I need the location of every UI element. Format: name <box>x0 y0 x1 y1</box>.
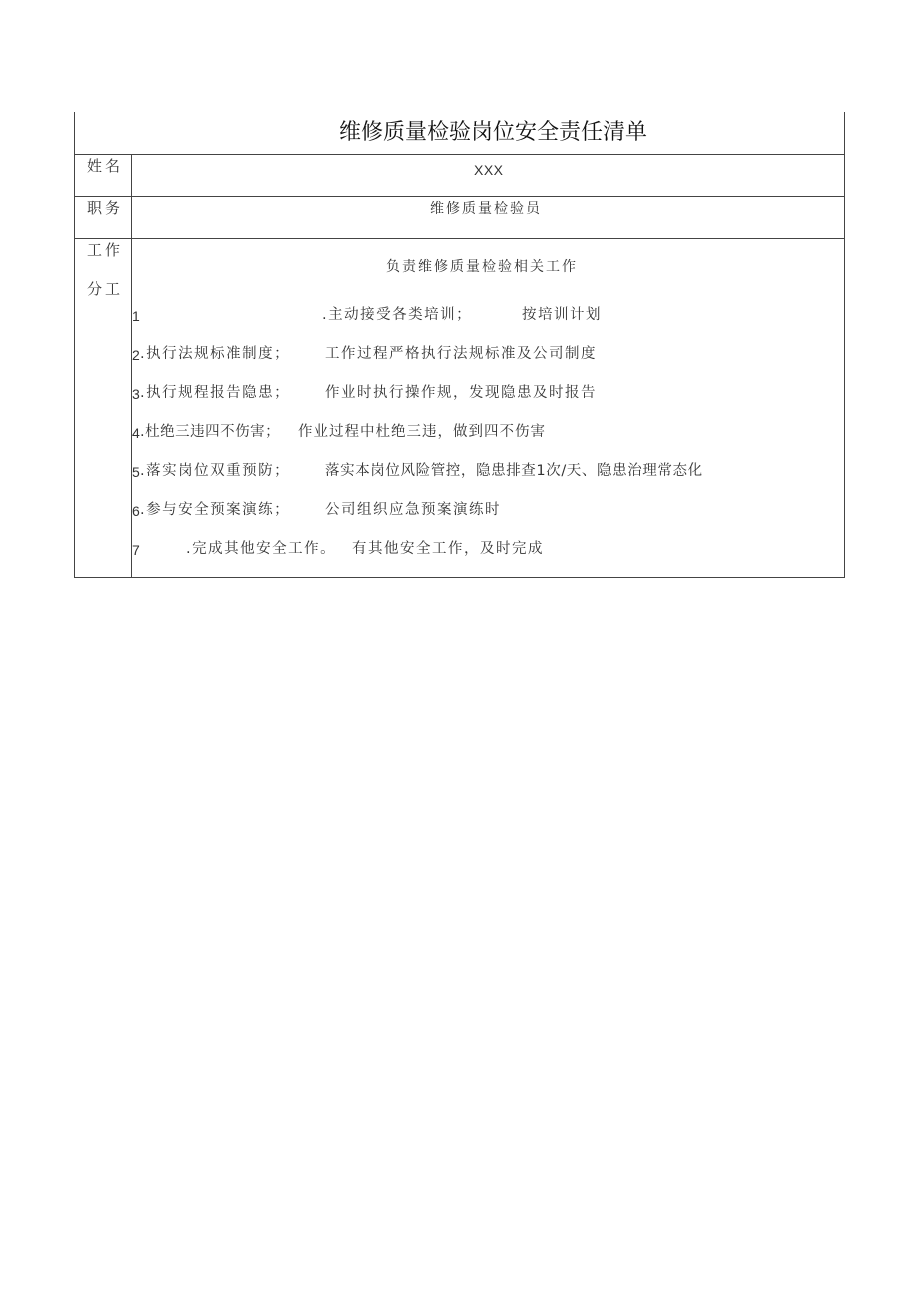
item-detail: 作业过程中杜绝三违，做到四不伤害 <box>298 424 546 440</box>
item-detail: 工作过程严格执行法规标准及公司制度 <box>325 346 597 362</box>
item-number: 5 <box>132 464 140 480</box>
division-summary: 负责维修质量检验相关工作 <box>386 259 578 275</box>
item-task: .执行法规标准制度； <box>140 346 291 362</box>
position-value: 维修质量检验员 <box>430 201 542 217</box>
division-label-line1: 工作 <box>87 241 124 259</box>
position-row-divider <box>74 238 845 239</box>
item-number: 4 <box>132 425 140 441</box>
position-label: 职务 <box>87 199 124 217</box>
title-row-divider <box>74 154 845 155</box>
item-task: .落实岗位双重预防； <box>140 463 291 479</box>
item-task: .杜绝三违四不伤害； <box>140 424 281 440</box>
item-number: 1 <box>132 308 140 324</box>
item-number: 6 <box>132 503 140 519</box>
division-label-line2: 分工 <box>87 280 124 298</box>
item-detail: 公司组织应急预案演练时 <box>325 502 501 518</box>
item-task: .主动接受各类培训； <box>322 307 473 323</box>
name-row-divider <box>74 196 845 197</box>
responsibility-table <box>74 112 845 578</box>
item-task: .执行规程报告隐患； <box>140 385 291 401</box>
document-title: 维修质量检验岗位安全责任清单 <box>339 120 648 145</box>
item-number: 3 <box>132 386 140 402</box>
table-border-left <box>74 112 75 578</box>
item-detail: 落实本岗位风险管控，隐患排查1次/天、隐患治理常态化 <box>325 463 703 479</box>
item-task: .参与安全预案演练； <box>140 502 291 518</box>
item-detail: 按培训计划 <box>522 307 602 323</box>
item-detail: 作业时执行操作规，发现隐患及时报告 <box>325 385 597 401</box>
name-value: XXX <box>474 162 504 178</box>
table-border-right <box>844 112 845 578</box>
item-number: 7 <box>132 542 140 558</box>
item-detail: 有其他安全工作，及时完成 <box>352 541 544 557</box>
name-label: 姓名 <box>87 157 124 175</box>
item-number: 2 <box>132 347 140 363</box>
item-task: .完成其他安全工作。 <box>186 541 337 557</box>
table-border-bottom <box>74 577 845 578</box>
